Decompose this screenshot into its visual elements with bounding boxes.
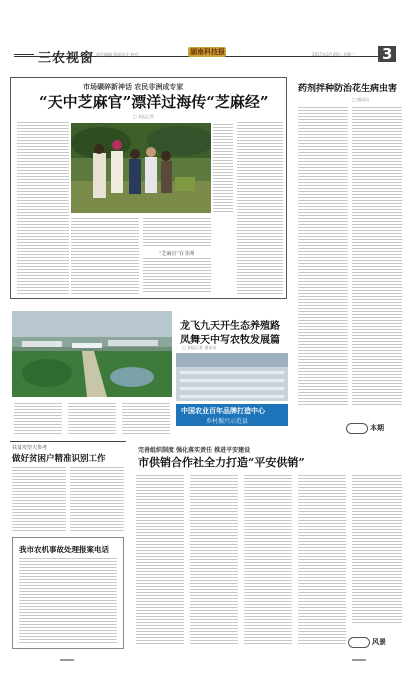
feature-title-line1: 龙飞九天开生态养殖路 (180, 321, 280, 332)
header-dash (14, 54, 34, 55)
bottom-text-4 (298, 475, 346, 645)
barn-photo (176, 353, 288, 401)
aerial-farm-photo (12, 311, 172, 397)
badge-1-label: 本期 (370, 423, 384, 432)
header-meta-left: 责任编辑 版面设计 校对 (96, 52, 139, 57)
left-column (10, 441, 126, 655)
lead-text-col1 (17, 122, 69, 294)
lead-photo-caption: “芝麻官”在非洲 (159, 251, 195, 257)
lead-text-side (213, 124, 233, 214)
feature-byline: □ 本报记者 通讯员 (182, 345, 217, 350)
left-text-b (70, 467, 124, 531)
hotline-title: 我市农机事故处理报案电话 (19, 545, 109, 554)
farmers-photo (71, 123, 211, 213)
badge-1 (346, 423, 406, 435)
feature-title-line2: 凤舞天中写农牧发展篇 (180, 335, 280, 346)
hotline-text (19, 558, 117, 644)
bottom-text-1 (136, 475, 184, 645)
bottom-text-3 (244, 475, 292, 645)
lead-text-col4 (143, 258, 211, 294)
lead-kicker: 市场碾碎新神话 农民非洲成专家 (83, 82, 184, 91)
masthead-logo-text: 湖南科技报 (190, 47, 225, 56)
lead-text-col3 (143, 218, 211, 248)
feature-text-2 (68, 403, 116, 435)
lead-title: “天中芝麻官”漂洋过海传“芝麻经” (39, 93, 269, 111)
page-number: 3 (382, 45, 393, 63)
badge-2-label: 风景 (372, 637, 386, 646)
badge-2 (348, 637, 408, 649)
bottom-text-5 (352, 475, 402, 625)
right-story-text-b (352, 107, 402, 407)
feature-text-1 (14, 403, 62, 435)
footer-mark-left (60, 659, 74, 661)
left-kicker: 扶贫攻坚大参考 (12, 445, 48, 451)
lead-text-col5 (237, 122, 283, 294)
bottom-story (132, 441, 406, 655)
feature-banner (176, 404, 288, 426)
feature-aerial-photo (12, 311, 172, 397)
left-title: 做好贫困户精准识别工作 (12, 454, 106, 464)
badge-2-icon (348, 637, 370, 648)
right-story (294, 77, 406, 429)
lead-byline: □ 本报记者 (133, 114, 155, 119)
feature-banner-line2: 乡村振兴示范县 (206, 418, 249, 425)
bottom-kicker: 完善组织制度 强化落实责任 推进平安建设 (138, 447, 251, 454)
right-story-title: 药剂拌种防治花生病虫害 (298, 84, 398, 94)
masthead-logo (188, 47, 226, 57)
right-story-text-a (298, 107, 348, 407)
page-number-box (378, 46, 396, 62)
page-header (0, 0, 415, 66)
left-column-rule (10, 441, 126, 442)
feature-story (10, 307, 292, 439)
badge-1-icon (346, 423, 368, 434)
right-story-byline: □ 通讯员 (352, 97, 370, 102)
section-title: 三农视窗 (38, 51, 95, 66)
feature-text-3 (122, 403, 170, 435)
lead-photo (71, 123, 211, 213)
footer-mark-right (352, 659, 366, 661)
header-meta-right: 2017年3月29日 星期三 (312, 52, 356, 57)
bottom-title: 市供销合作社全力打造“平安供销” (138, 456, 305, 469)
bottom-text-2 (190, 475, 238, 645)
lead-story (10, 77, 287, 299)
feature-banner-line1: 中国农业百年品牌打造中心 (181, 406, 265, 415)
hotline-box (12, 537, 124, 649)
left-text-a (12, 467, 66, 531)
feature-barn-photo (176, 353, 288, 401)
lead-text-col2 (71, 218, 139, 294)
